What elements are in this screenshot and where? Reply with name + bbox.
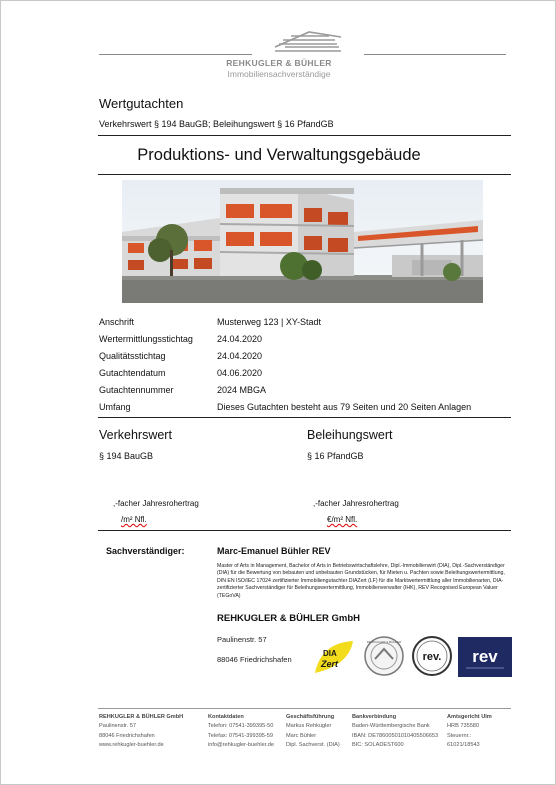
rev-square-label: rev bbox=[472, 647, 498, 666]
company-logo-icon bbox=[271, 29, 345, 60]
expert-street: Paulinenstr. 57 bbox=[217, 635, 267, 644]
detail-label: Wertermittlungsstichtag bbox=[99, 334, 193, 344]
property-photo bbox=[122, 180, 483, 303]
expert-city: 88046 Friedrichshafen bbox=[217, 655, 292, 664]
report-subheading: Verkehrswert § 194 BauGB; Beleihungswert § 16 PfandGB bbox=[99, 119, 334, 129]
details-rule bbox=[98, 417, 511, 418]
rev-logo-icon bbox=[458, 637, 512, 677]
market-value-per-sqm: /m² Nfl. bbox=[121, 515, 147, 524]
title-rule-top bbox=[98, 135, 511, 136]
rev-seal-icon bbox=[411, 635, 453, 677]
expert-label: Sachverständiger: bbox=[106, 546, 185, 556]
detail-label: Qualitätsstichtag bbox=[99, 351, 166, 361]
detail-label: Anschrift bbox=[99, 317, 135, 327]
values-rule bbox=[98, 530, 511, 531]
detail-value: 04.06.2020 bbox=[217, 368, 263, 378]
footer-bank: Bankverbindung Baden-Württembergische Bank IBAN: DE78600501010405506653 BIC: SOLADEST600 bbox=[352, 714, 439, 748]
certification-seal-icon bbox=[363, 635, 405, 677]
market-value-basis: § 194 BauGB bbox=[99, 451, 154, 461]
dia-label: DIA bbox=[323, 649, 337, 658]
lending-value-basis: § 16 PfandGB bbox=[307, 451, 364, 461]
header-rule-left bbox=[99, 54, 252, 55]
market-value-multiplier: ,-facher Jahresrohertrag bbox=[113, 499, 199, 508]
footer-company: REHKUGLER & BÜHLER GmbH Paulinenstr. 57 88046 Friedrichshafen www.rehkugler-buehler.de bbox=[99, 714, 184, 748]
brand-tagline: Immobiliensachverständige bbox=[227, 69, 331, 79]
detail-value: 24.04.2020 bbox=[217, 334, 263, 344]
detail-value: 2024 MBGA bbox=[217, 385, 267, 395]
market-value-title: Verkehrswert bbox=[99, 428, 172, 442]
expert-company: REHKUGLER & BÜHLER GmbH bbox=[217, 613, 361, 624]
property-title: Produktions- und Verwaltungsgebäude bbox=[137, 146, 421, 164]
expert-bio: Master of Arts in Management, Bachelor of Arts in Betriebswirtschaftslehre, Dipl.-Immobilienwirt (DIA), Dipl.-Sachverständiger (DIA) für die Bewertung von bebauten und unbebauten Grundstücken, für Mieten u. Pachten sowie Beleihungswertermittlung, DIN EN ISO/IEC 17024 zertifizierter Immobiliengutachter DIAZert (LF) für die Marktwertermittlung aller Immobilienarten, DIA-zertifizierter Sachverständiger für Beleihungswertermittlung, Immobilienverwalter (IHK), REV Recognised European Valuer (TEGoVA) bbox=[217, 563, 505, 599]
lending-value-multiplier: ,-facher Jahresrohertrag bbox=[313, 499, 399, 508]
brand-name: REHKUGLER & BÜHLER bbox=[226, 58, 332, 68]
detail-value: Musterweg 123 | XY-Stadt bbox=[217, 317, 322, 327]
footer-contact: Kontaktdaten Telefon: 07541-399395-50 Telefax: 07541-399395-59 info@rehkugler-buehler.de bbox=[208, 714, 275, 748]
footer-management: Geschäftsführung Markus Rehkugler Marc Bühler Dipl. Sachverst. (DIA) bbox=[286, 714, 340, 748]
detail-label: Umfang bbox=[99, 402, 131, 412]
detail-label: Gutachtendatum bbox=[99, 368, 166, 378]
detail-value: 24.04.2020 bbox=[217, 351, 263, 361]
expert-name: Marc-Emanuel Bühler REV bbox=[217, 546, 331, 556]
header-rule-right bbox=[364, 54, 506, 55]
dia-zert-badge-icon bbox=[313, 639, 359, 675]
rev-round-label: rev. bbox=[422, 651, 442, 663]
detail-value: Dieses Gutachten besteht aus 79 Seiten und 20 Seiten Anlagen bbox=[217, 402, 472, 412]
footer-registry: Amtsgericht Ulm HRB 735580 Steuernr.: 61021/18543 bbox=[447, 714, 492, 748]
lending-value-title: Beleihungswert bbox=[307, 428, 393, 442]
report-heading: Wertgutachten bbox=[99, 96, 184, 111]
footer-rule bbox=[98, 708, 511, 709]
lending-value-per-sqm: €/m² Nfl. bbox=[327, 515, 358, 524]
title-rule-bottom bbox=[98, 174, 511, 175]
detail-label: Gutachtennummer bbox=[99, 385, 174, 395]
zert-label: Zert bbox=[321, 659, 339, 669]
seal-text: REHKUGLER & BÜHLER bbox=[366, 640, 402, 644]
